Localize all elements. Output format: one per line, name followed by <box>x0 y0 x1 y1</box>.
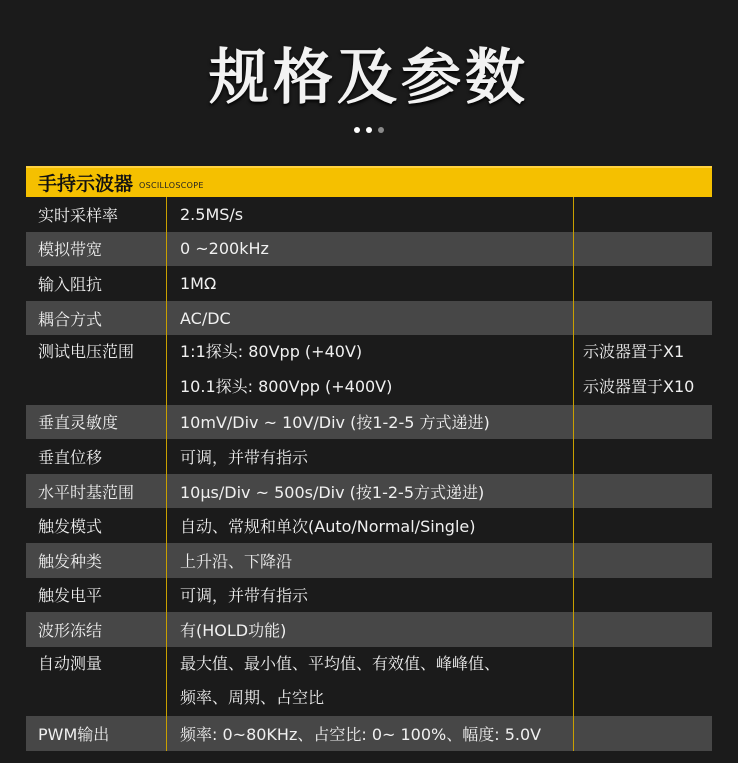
spec-value-line: 10.1探头: 800Vpp (+400V) <box>180 376 393 396</box>
table-row <box>26 335 712 404</box>
spec-label: 触发电平 <box>38 586 103 606</box>
spec-value: 可调，并带有指示 <box>180 586 309 606</box>
spec-label: 水平时基范围 <box>38 482 135 502</box>
table-row <box>26 543 712 578</box>
spec-label: 垂直位移 <box>38 447 103 467</box>
table-row <box>26 439 712 474</box>
spec-value <box>166 647 573 716</box>
spec-label: 实时采样率 <box>38 205 119 225</box>
spec-value-line: 频率、周期、占空比 <box>180 688 325 708</box>
spec-value-line: 最大值、最小值、平均值、有效值、峰峰值、 <box>180 653 501 673</box>
spec-value: AC/DC <box>180 308 231 328</box>
table-row <box>26 197 712 232</box>
spec-note-line: 示波器置于X10 <box>583 376 695 396</box>
spec-value: 自动、常规和单次(Auto/Normal/Single) <box>180 517 476 537</box>
spec-value <box>166 335 573 404</box>
table-row <box>26 716 712 751</box>
spec-label: PWM输出 <box>38 724 110 744</box>
spec-value: 10μs/Div ~ 500s/Div (按1-2-5方式递进) <box>180 482 485 502</box>
table-row <box>26 508 712 543</box>
table-row <box>26 474 712 509</box>
section-subtitle: OSCILLOSCOPE <box>139 181 204 190</box>
spec-value-line: 1:1探头: 80Vpp (+40V) <box>180 342 363 362</box>
table-row <box>26 405 712 440</box>
section-title: 手持示波器 <box>38 173 134 195</box>
spec-value: 2.5MS/s <box>180 204 244 224</box>
table-row <box>26 647 712 716</box>
pagination-dot <box>354 127 360 133</box>
table-row <box>26 612 712 647</box>
column-divider <box>573 197 574 751</box>
spec-value: 有(HOLD功能) <box>180 620 287 640</box>
spec-label: 自动测量 <box>38 653 103 673</box>
table-row <box>26 301 712 336</box>
spec-note <box>573 335 712 404</box>
page-title: 规格及参数 <box>209 43 529 113</box>
pagination-dot <box>378 127 384 133</box>
spec-value: 可调，并带有指示 <box>180 447 309 467</box>
table-row <box>26 266 712 301</box>
spec-label: 触发种类 <box>38 551 103 571</box>
spec-value: 10mV/Div ~ 10V/Div (按1-2-5 方式递进) <box>180 413 490 433</box>
spec-note-line: 示波器置于X1 <box>583 342 685 362</box>
spec-value: 上升沿、下降沿 <box>180 551 293 571</box>
pagination-dots <box>0 127 738 133</box>
spec-label: 测试电压范围 <box>38 342 135 362</box>
spec-label: 耦合方式 <box>38 309 103 329</box>
table-row <box>26 578 712 613</box>
spec-rows <box>26 197 712 751</box>
spec-label: 输入阻抗 <box>38 274 103 294</box>
spec-note <box>573 647 712 716</box>
spec-label: 波形冻结 <box>38 620 103 640</box>
spec-label: 垂直灵敏度 <box>38 413 119 433</box>
spec-value: 0 ~200kHz <box>180 239 269 259</box>
spec-label: 模拟带宽 <box>38 240 103 260</box>
spec-value: 频率: 0~80KHz、占空比: 0~ 100%、幅度: 5.0V <box>180 724 542 744</box>
table-row <box>26 232 712 267</box>
section-header <box>26 166 712 197</box>
column-divider <box>166 197 167 751</box>
spec-value: 1MΩ <box>180 273 217 293</box>
pagination-dot <box>366 127 372 133</box>
spec-label: 触发模式 <box>38 517 103 537</box>
spec-table <box>26 166 712 751</box>
